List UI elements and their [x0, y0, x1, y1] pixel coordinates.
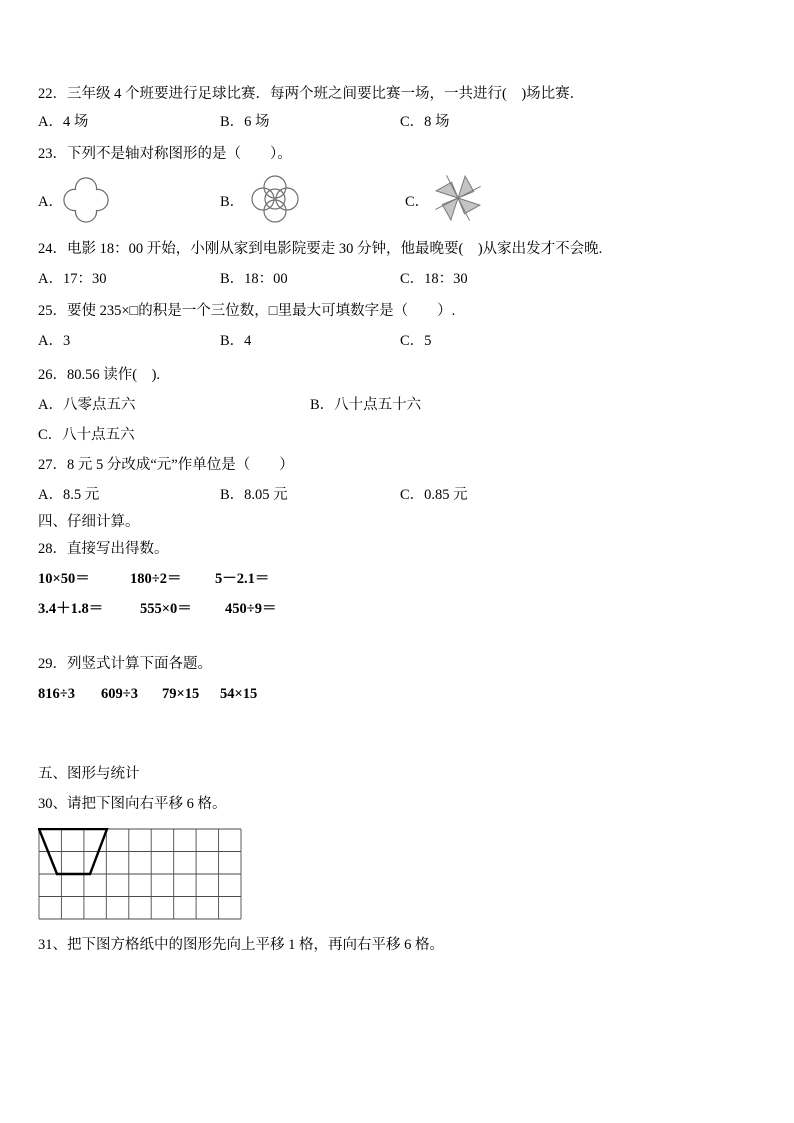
- q27-option-b: B．8.05 元: [220, 487, 288, 503]
- q30-grid-figure: [38, 828, 243, 921]
- flower-circles-icon: [246, 170, 304, 228]
- q26-option-c: C．八十点五六: [38, 427, 135, 443]
- q25-option-b: B．4: [220, 333, 252, 349]
- section-5-header: 五、图形与统计: [38, 766, 140, 782]
- q24-option-b: B．18：00: [220, 271, 288, 287]
- q29-expression: 816÷3: [38, 686, 75, 702]
- q28-expression: 3.4＋1.8＝: [38, 601, 104, 617]
- q22-option-b: B．6 场: [220, 114, 270, 130]
- q29-expression: 79×15: [162, 686, 200, 702]
- q23-option-c-label: C．: [405, 194, 430, 210]
- q28-expression: 180÷2＝: [130, 571, 182, 587]
- question-31-text: 31、把下图方格纸中的图形先向上平移 1 格，再向右平移 6 格。: [38, 937, 444, 953]
- question-27-text: 27．8 元 5 分改成“元”作单位是（ ）: [38, 457, 294, 473]
- q27-option-a: A．8.5 元: [38, 487, 100, 503]
- q25-option-c: C．5: [400, 333, 432, 349]
- q28-expression: 5－2.1＝: [215, 571, 270, 587]
- question-25-text: 25．要使 235×□的积是一个三位数，□里最大可填数字是（ ）.: [38, 303, 456, 319]
- q25-option-a: A．3: [38, 333, 71, 349]
- section-4-header: 四、仔细计算。: [38, 514, 140, 530]
- pinwheel-icon: [430, 170, 486, 226]
- question-29-text: 29．列竖式计算下面各题。: [38, 656, 212, 672]
- q24-option-a: A．17：30: [38, 271, 107, 287]
- q24-option-c: C．18：30: [400, 271, 468, 287]
- q29-expression: 54×15: [220, 686, 258, 702]
- q26-option-a: A．八零点五六: [38, 397, 136, 413]
- question-30-text: 30、请把下图向右平移 6 格。: [38, 796, 227, 812]
- q28-expression: 450÷9＝: [225, 601, 277, 617]
- q27-option-c: C．0.85 元: [400, 487, 468, 503]
- question-24-text: 24．电影 18：00 开始，小刚从家到电影院要走 30 分钟，他最晚要( )从家出发才不会晚.: [38, 241, 603, 257]
- q22-option-c: C．8 场: [400, 114, 450, 130]
- q29-expression: 609÷3: [101, 686, 138, 702]
- question-22-text: 22．三年级 4 个班要进行足球比赛．每两个班之间要比赛一场，一共进行( )场比赛．: [38, 86, 585, 102]
- question-28-text: 28．直接写出得数。: [38, 541, 169, 557]
- question-23-text: 23．下列不是轴对称图形的是（ ）。: [38, 146, 292, 162]
- q23-option-b-label: B．: [220, 194, 245, 210]
- q23-option-a-label: A．: [38, 194, 63, 210]
- q22-option-a: A．4 场: [38, 114, 89, 130]
- question-26-text: 26．80.56 读作( ).: [38, 367, 161, 383]
- q26-option-b: B．八十点五十六: [310, 397, 422, 413]
- q28-expression: 10×50＝: [38, 571, 90, 587]
- quatrefoil-icon: [62, 176, 110, 224]
- q28-expression: 555×0＝: [140, 601, 192, 617]
